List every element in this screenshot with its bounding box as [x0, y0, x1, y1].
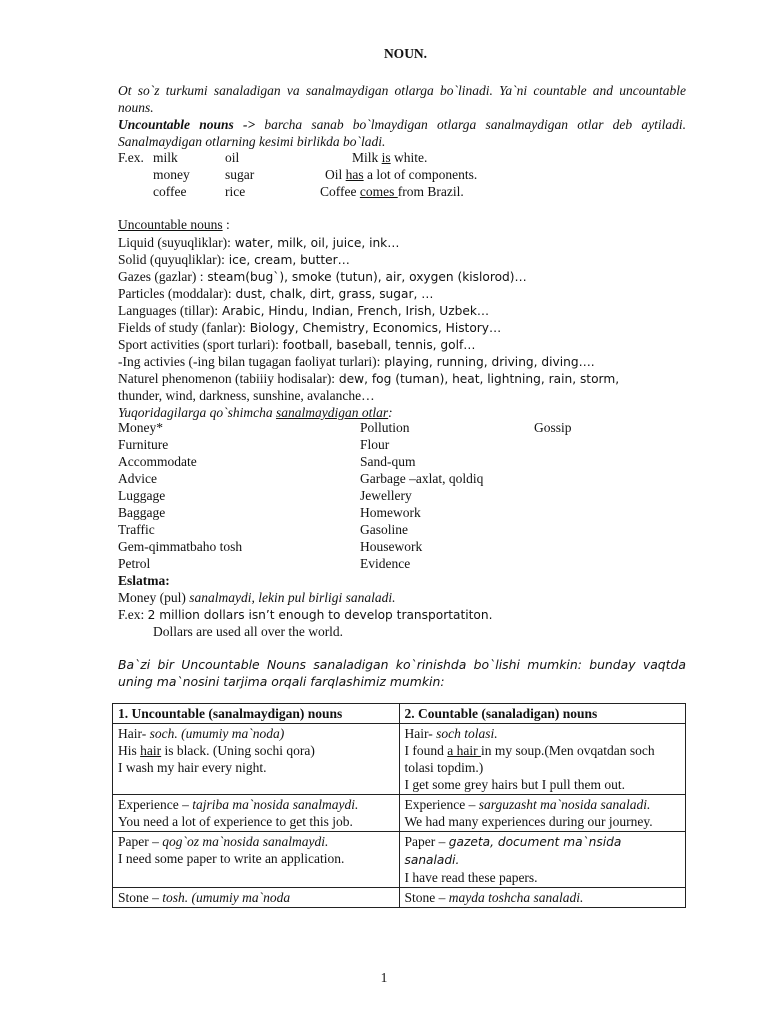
- definition-text: barcha sanab bo`lmaydigan otlarga sanalmaydigan otlar deb aytiladi. Sanalmaydigan otlarning kesimi birlikda bo`ladi.: [118, 117, 686, 149]
- grid-word: Garbage –axlat, qoldiq: [360, 471, 484, 486]
- fex-word: rice: [225, 184, 246, 199]
- category-line: Naturel phenomenon (tabiiiy hodisalar): dew, fog (tuman), heat, lightning, rain, storm,: [118, 371, 620, 386]
- grid-word: Advice: [118, 471, 157, 486]
- comparison-table: [112, 703, 686, 908]
- grid-word: Furniture: [118, 437, 169, 452]
- table-cell: Hair- soch tolasi. I found a hair in my soup.(Men ovqatdan soch tolasi topdim.) I get some grey hairs but I pull them out.: [399, 724, 686, 795]
- table-header-uncountable: 1. Uncountable (sanalmaydigan) nouns: [113, 704, 400, 724]
- table-cell: Stone – tosh. (umumiy ma`noda: [113, 888, 400, 908]
- fex-label: F.ex.: [118, 150, 144, 165]
- table-cell: Experience – tajriba ma`nosida sanalmaydi. You need a lot of experience to get this job.: [113, 795, 400, 832]
- fex-word: coffee: [153, 184, 187, 199]
- note-heading: Eslatma:: [118, 573, 170, 588]
- grid-word: Sand-qum: [360, 454, 416, 469]
- grid-word: Evidence: [360, 556, 411, 571]
- page-number: 1: [380, 970, 388, 985]
- table-cell: Stone – mayda toshcha sanaladi.: [399, 888, 686, 908]
- note-example: F.ex: 2 million dollars isn’t enough to develop transportatiton.: [118, 607, 493, 622]
- grid-word: Gasoline: [360, 522, 408, 537]
- grid-word: Baggage: [118, 505, 166, 520]
- fex-word: oil: [225, 150, 240, 165]
- category-line: Sport activities (sport turlari): football, baseball, tennis, golf…: [118, 337, 476, 352]
- definition-term: Uncountable nouns ->: [118, 117, 256, 132]
- note-example-2: Dollars are used all over the world.: [153, 624, 344, 639]
- fex-sentence: Coffee comes from Brazil.: [320, 184, 464, 199]
- category-line: Liquid (suyuqliklar): water, milk, oil, juice, ink…: [118, 235, 400, 250]
- grid-word: Jewellery: [360, 488, 412, 503]
- table-header-countable: 2. Countable (sanaladigan) nouns: [399, 704, 686, 724]
- grid-word: Money*: [118, 420, 163, 435]
- intro-paragraph: Ot so`z turkumi sanaladigan va sanalmaydigan otlarga bo`linadi. Ya`ni countable and uncountable nouns.: [118, 83, 686, 115]
- fex-word: sugar: [225, 167, 255, 182]
- fex-word: money: [153, 167, 190, 182]
- fex-word: milk: [153, 150, 178, 165]
- category-line: Languages (tillar): Arabic, Hindu, Indian, French, Irish, Uzbek…: [118, 303, 490, 318]
- category-line: Solid (quyuqliklar): ice, cream, butter…: [118, 252, 350, 267]
- table-cell: Hair- soch. (umumiy ma`noda) His hair is black. (Uning sochi qora) I wash my hair every night.: [113, 724, 400, 795]
- table-row: [113, 724, 686, 795]
- grid-word: Traffic: [118, 522, 155, 537]
- fex-sentence: Oil has a lot of components.: [325, 167, 478, 182]
- category-line: Particles (moddalar): dust, chalk, dirt, grass, sugar, …: [118, 286, 434, 301]
- table-header-row: [113, 704, 686, 724]
- category-line: -Ing activies (-ing bilan tugagan faoliyat turlari): playing, running, driving, diving….: [118, 354, 595, 369]
- grid-word: Gossip: [534, 420, 572, 435]
- paragraph-two: Ba`zi bir Uncountable Nouns sanaladigan ko`rinishda bo`lishi mumkin: bunday vaqtda uning ma`nosini tarjima orqali farqlashimiz mumkin:: [118, 657, 686, 689]
- definition-paragraph: [118, 116, 686, 150]
- fex-sentence: Milk is white.: [352, 150, 428, 165]
- additional-heading: Yuqoridagilarga qo`shimcha sanalmaydigan otlar:: [118, 405, 393, 420]
- grid-word: Housework: [360, 539, 423, 554]
- table-row: [113, 888, 686, 908]
- page-title: NOUN.: [383, 46, 428, 61]
- grid-word: Luggage: [118, 488, 166, 503]
- table-row: [113, 795, 686, 832]
- category-line: Gazes (gazlar) : steam(bug`), smoke (tutun), air, oxygen (kislorod)…: [118, 269, 527, 284]
- table-cell: Paper – gazeta, document ma`nsida sanaladi. I have read these papers.: [399, 832, 686, 888]
- table-row: [113, 832, 686, 888]
- grid-word: Petrol: [118, 556, 151, 571]
- grid-word: Accommodate: [118, 454, 197, 469]
- grid-word: Flour: [360, 437, 390, 452]
- grid-word: Homework: [360, 505, 421, 520]
- grid-word: Pollution: [360, 420, 410, 435]
- grid-word: Gem-qimmatbaho tosh: [118, 539, 243, 554]
- uncountable-heading: Uncountable nouns :: [118, 217, 230, 232]
- table-cell: Paper – qog`oz ma`nosida sanalmaydi. I need some paper to write an application.: [113, 832, 400, 888]
- category-continuation: thunder, wind, darkness, sunshine, avalanche…: [118, 388, 375, 403]
- table-cell: Experience – sarguzasht ma`nosida sanaladi. We had many experiences during our journey.: [399, 795, 686, 832]
- note-money: Money (pul) sanalmaydi, lekin pul birligi sanaladi.: [118, 590, 396, 605]
- category-line: Fields of study (fanlar): Biology, Chemistry, Economics, History…: [118, 320, 502, 335]
